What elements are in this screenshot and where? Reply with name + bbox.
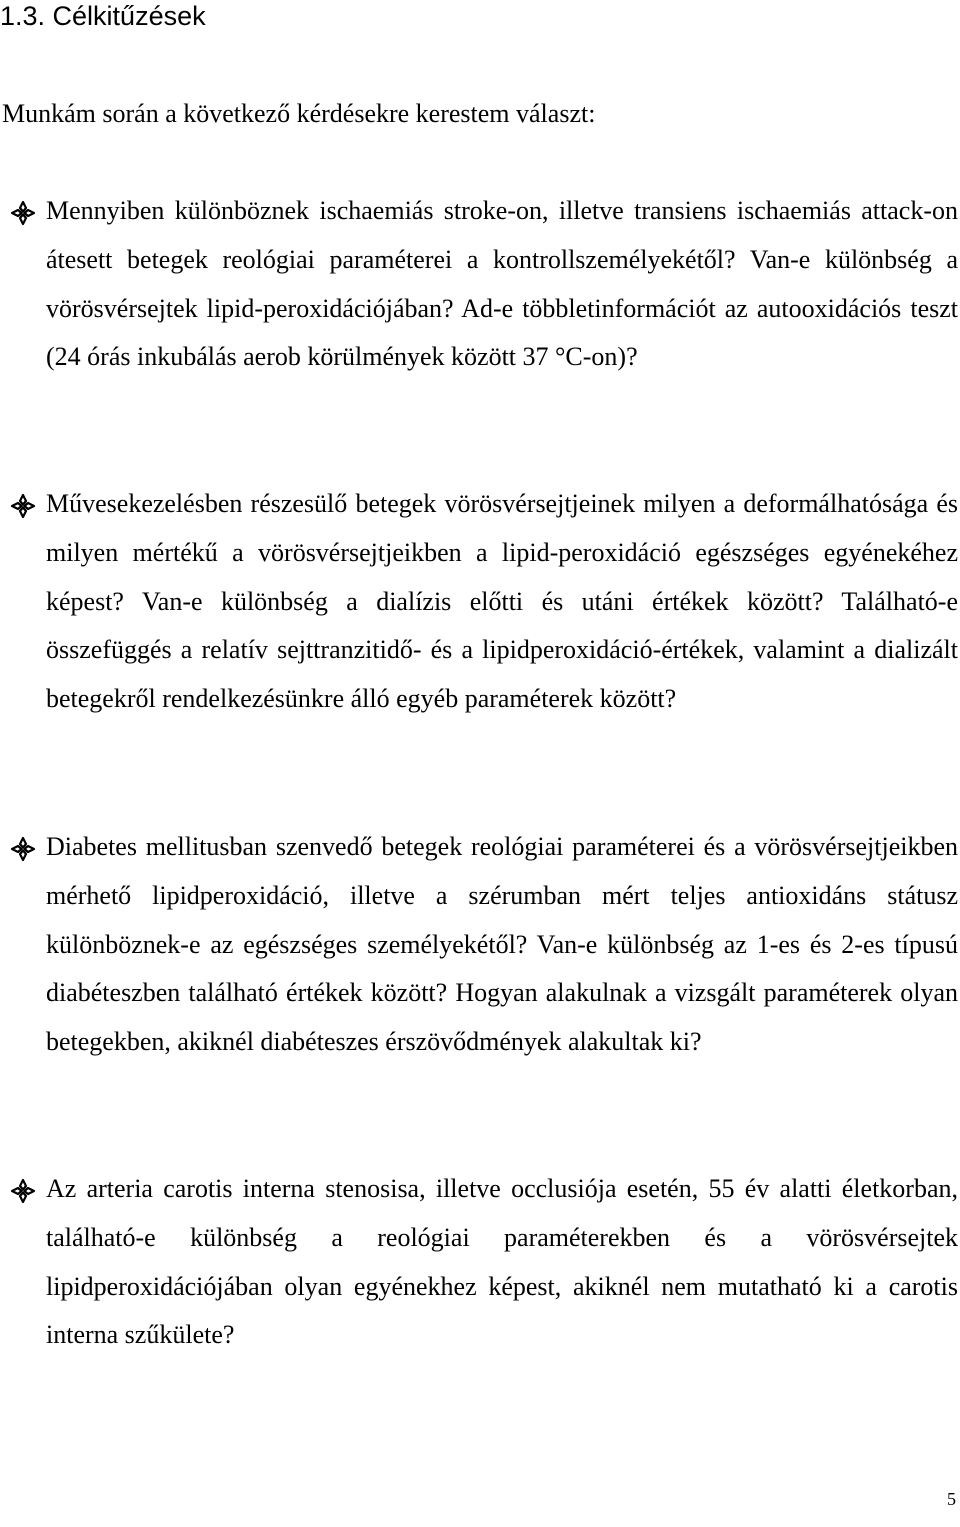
four-petal-diamond-icon	[10, 1178, 36, 1204]
research-question-text: Diabetes mellitusban szenvedő betegek reológiai paraméterei és a vörösvérsejtjeikben mérhető lipidperoxidáció, illetve a szérumban mért teljes antioxidáns státusz különböznek-e az egészséges személyekétől? Van-e különbség az 1-es és 2-es típusú diabéteszben található értékek között? Hogyan alakulnak a vizsgált paraméterek olyan betegekben, akiknél diabéteszes érszövődmények alakultak ki?	[46, 832, 958, 1057]
research-question-text: Művesekezelésben részesülő betegek vörösvérsejtjeinek milyen a deformálhatósága és milyen mértékű a vörösvérsejtjeikben a lipid-peroxidáció egészséges egyénekéhez képest? Van-e különbség a dialízis előtti és utáni értékek között? Található-e összefüggés a relatív sejttranzitidő- és a lipidperoxidáció-értékek, valamint a dializált betegekről rendelkezésünkre álló egyéb paraméterek között?	[46, 489, 958, 714]
page-number: 5	[947, 1489, 956, 1509]
four-petal-diamond-icon	[10, 836, 36, 862]
research-question-text: Az arteria carotis interna stenosisa, illetve occlusiója esetén, 55 év alatti életkorban, található-e különbség a reológiai paraméterekben és a vörösvérsejtek lipidperoxidációjában olyan egyénekhez képest, akiknél nem mutatható ki a carotis interna szűkülete?	[46, 1174, 958, 1350]
four-petal-diamond-icon	[10, 493, 36, 519]
intro-paragraph: Munkám során a következő kérdésekre kerestem választ:	[2, 99, 596, 128]
research-question-text: Mennyiben különböznek ischaemiás stroke-on, illetve transiens ischaemiás attack-on átesett betegek reológiai paraméterei a kontrollszemélyekétől? Van-e különbség a vörösvérsejtek lipid-peroxidációjában? Ad-e többletinformációt az autooxidációs teszt (24 órás inkubálás aerob körülmények között 37 °C-on)?	[46, 196, 958, 372]
section-heading: 1.3. Célkitűzések	[0, 1, 206, 31]
four-petal-diamond-icon	[10, 200, 36, 226]
